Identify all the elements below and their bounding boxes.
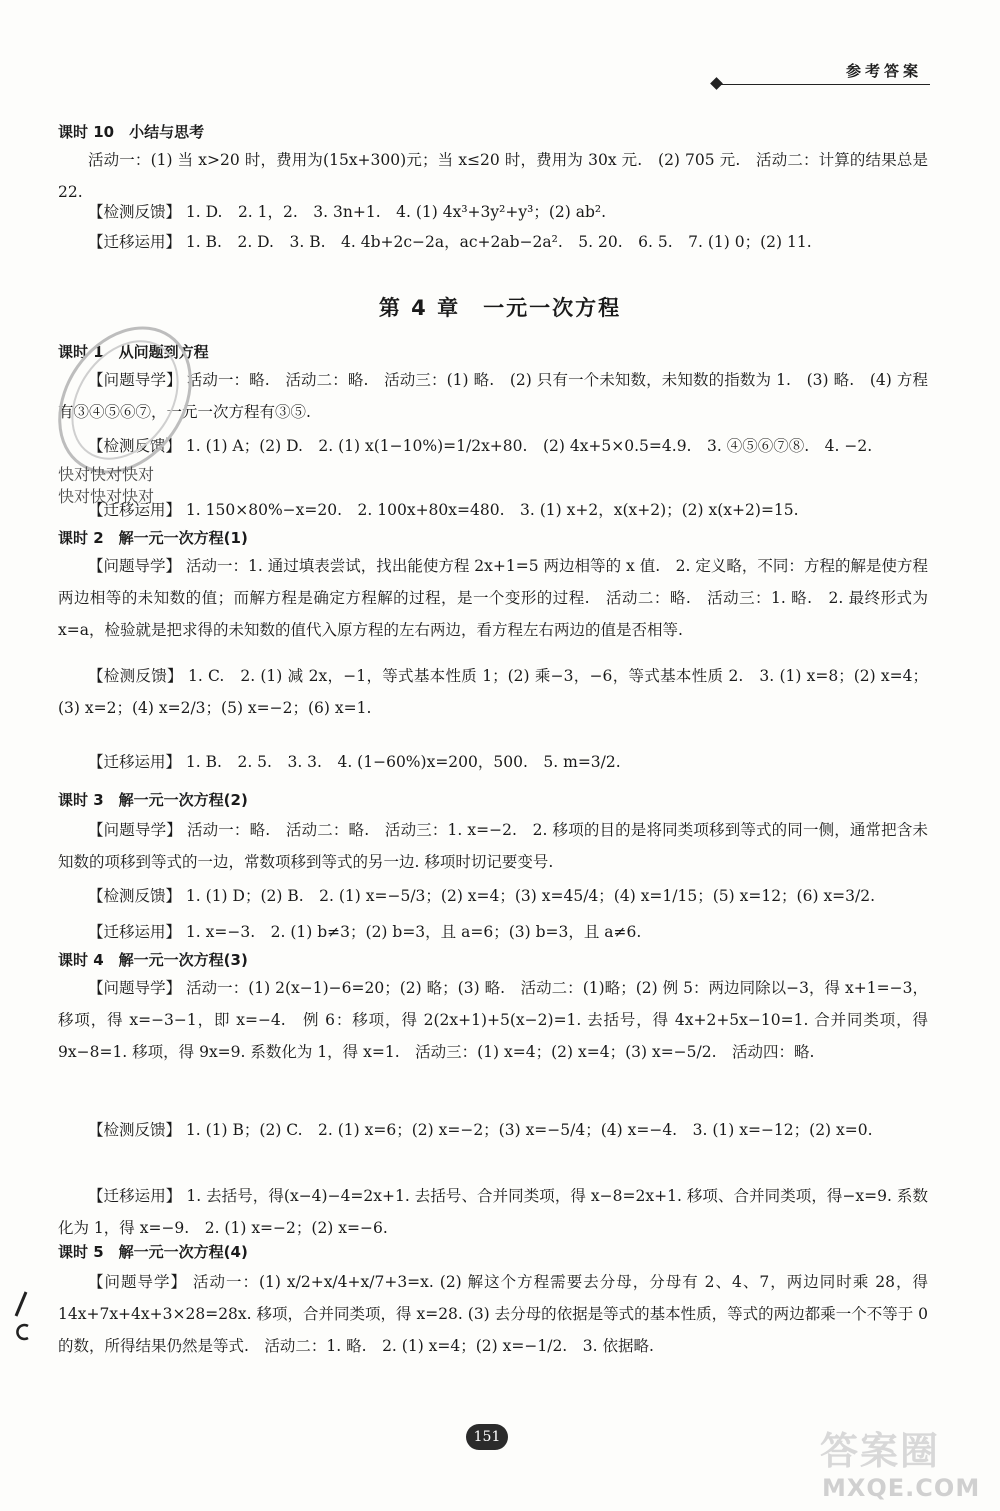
answer-paragraph: 【问题导学】 活动一：(1) x/2+x/4+x/7+3=x. (2) 解这个方程需要去分母，分母有 2、4、7，两边同时乘 28，得 14x+7x+4x+3×28=28x. 移项，合并同类项，得 x=28. (3) 去分母的依据是等式的基本性质，等式的两边都乘一个不等于 0 的数，所得结果仍然是等式. 活动二：1. 略. 2. (1) x=4；(2) x=−1/2. 3. 依据略. (58, 1273, 928, 1355)
answer-paragraph: 【问题导学】 活动一：略. 活动二：略. 活动三：(1) 略. (2) 只有一个未知数，未知数的指数为 1. (3) 略. (4) 方程有③④⑤⑥⑦，一元一次方程有③⑤. (58, 371, 928, 421)
section-title: 课时 2 解一元一次方程(1) (58, 529, 248, 547)
answer-paragraph: 【迁移运用】 1. B. 2. D. 3. B. 4. 4b+2c−2a，ac+2ab−2a². 5. 20. 6. 5. 7. (1) 0；(2) 11. (88, 233, 812, 251)
margin-mark-icon (6, 1288, 36, 1348)
stamp-text: 快对快对快对 (58, 465, 155, 484)
section-title: 课时 3 解一元一次方程(2) (58, 791, 248, 809)
page-number: 151 (466, 1424, 508, 1450)
chapter-title: 第 4 章 一元一次方程 (378, 296, 622, 320)
answer-paragraph: 【问题导学】 活动一：略. 活动二：略. 活动三：1. x=−2. 2. 移项的目的是将同类项移到等式的同一侧，通常把含未知数的项移到等式的一边，常数项移到等式的另一边. 移项时切记要变号. (58, 821, 928, 871)
header-rule (720, 84, 930, 85)
section-title: 课时 1 从问题到方程 (58, 343, 209, 361)
section-title: 课时 4 解一元一次方程(3) (58, 951, 248, 969)
answer-paragraph: 【检测反馈】 1. D. 2. 1，2. 3. 3n+1. 4. (1) 4x³+3y²+y³；(2) ab². (88, 203, 607, 221)
answer-paragraph: 【检测反馈】 1. (1) A；(2) D. 2. (1) x(1−10%)=1/2x+80. (2) 4x+5×0.5=4.9. 3. ④⑤⑥⑦⑧. 4. −2. (88, 437, 873, 455)
answer-paragraph: 活动一：(1) 当 x>20 时，费用为(15x+300)元；当 x≤20 时，费用为 30x 元. (2) 705 元. 活动二：计算的结果总是 22. (58, 151, 928, 201)
header-diamond-icon (710, 77, 723, 90)
answer-paragraph: 【迁移运用】 1. 150×80%−x=20. 2. 100x+80x=480. 3. (1) x+2，x(x+2)；(2) x(x+2)=15. (88, 501, 799, 519)
answer-paragraph: 【检测反馈】 1. (1) B；(2) C. 2. (1) x=6；(2) x=−2；(3) x=−5/4；(4) x=−4. 3. (1) x=−12；(2) x=0. (88, 1121, 873, 1139)
answer-paragraph: 【检测反馈】 1. (1) D；(2) B. 2. (1) x=−5/3；(2) x=4；(3) x=45/4；(4) x=1/15；(5) x=12；(6) x=3/2. (88, 887, 876, 905)
stamp-text: 快对快对快对 (58, 487, 155, 506)
answer-paragraph: 【迁移运用】 1. x=−3. 2. (1) b≠3；(2) b=3，且 a=6；(3) b=3，且 a≠6. (88, 923, 642, 941)
section-title: 课时 5 解一元一次方程(4) (58, 1243, 248, 1261)
header-label: 参考答案 (845, 62, 922, 80)
answer-paragraph: 【问题导学】 活动一：1. 通过填表尝试，找出能使方程 2x+1=5 两边相等的 x 值. 2. 定义略，不同：方程的解是使方程两边相等的未知数的值；而解方程是确定方程解的过程，是一个变形的过程. 活动二：略. 活动三：1. 略. 2. 最终形式为 x=a，检验就是把求得的未知数的值代入原方程的左右两边，看方程左右两边的值是否相等. (58, 557, 928, 639)
answer-paragraph: 【迁移运用】 1. B. 2. 5. 3. 3. 4. (1−60%)x=200，500. 5. m=3/2. (88, 753, 621, 771)
answer-paragraph: 【问题导学】 活动一：(1) 2(x−1)−6=20；(2) 略；(3) 略. 活动二：(1)略；(2) 例 5：两边同除以−3，得 x+1=−3，移项，得 x=−3−1，即 x=−4. 例 6：移项，得 2(2x+1)+5(x−2)=1. 去括号，得 4x+2+5x−10=1. 合并同类项，得 9x−8=1. 移项，得 9x=9. 系数化为 1，得 x=1. 活动三：(1) x=4；(2) x=4；(3) x=−5/2. 活动四：略. (58, 979, 928, 1061)
watermark-logo: 答案圈 (820, 1429, 941, 1473)
answer-paragraph: 【迁移运用】 1. 去括号，得(x−4)−4=2x+1. 去括号、合并同类项，得 x−8=2x+1. 移项、合并同类项，得−x=9. 系数化为 1，得 x=−9. 2. (1) x=−2；(2) x=−6. (58, 1187, 928, 1237)
section-title: 课时 10 小结与思考 (58, 123, 205, 141)
answer-paragraph: 【检测反馈】 1. C. 2. (1) 减 2x，−1，等式基本性质 1；(2) 乘−3，−6，等式基本性质 2. 3. (1) x=8；(2) x=4；(3) x=2；(4) x=2/3；(5) x=−2；(6) x=1. (58, 667, 928, 717)
watermark-url: MXQE.COM (822, 1474, 981, 1502)
